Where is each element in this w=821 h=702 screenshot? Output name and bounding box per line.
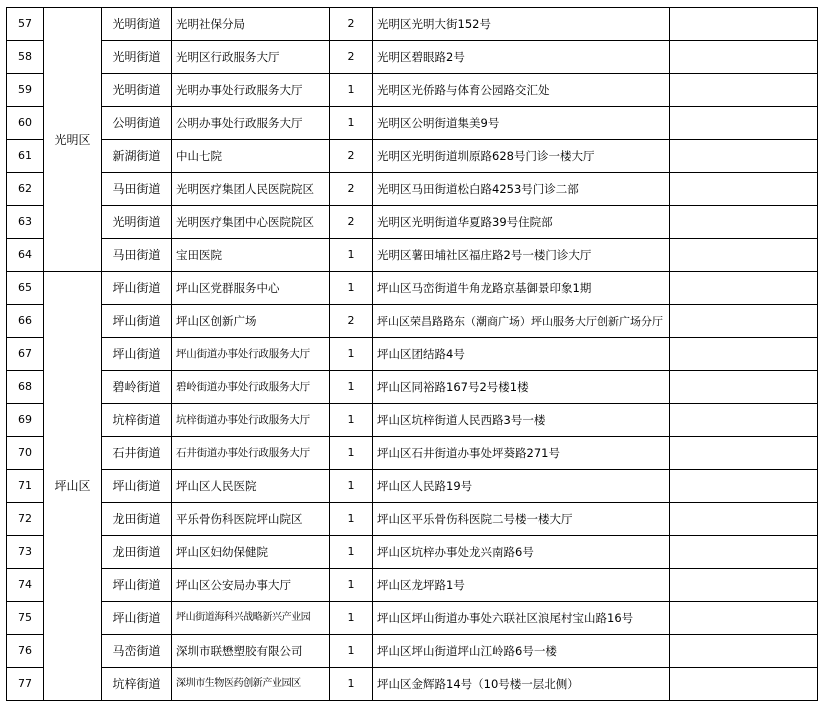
table-row <box>7 272 818 305</box>
street-cell: 坑梓街道 <box>102 668 172 701</box>
table-row <box>7 41 818 74</box>
count-cell: 2 <box>330 140 373 173</box>
empty-cell <box>670 635 818 668</box>
table-row <box>7 437 818 470</box>
row-number: 64 <box>7 239 44 272</box>
location-name-cell: 碧岭街道办事处行政服务大厅 <box>172 371 330 404</box>
table-row <box>7 74 818 107</box>
street-cell: 马田街道 <box>102 173 172 206</box>
street-cell: 新湖街道 <box>102 140 172 173</box>
table-row <box>7 569 818 602</box>
table-row <box>7 635 818 668</box>
row-number: 57 <box>7 8 44 41</box>
address-cell: 坪山区坪山街道坪山江岭路6号一楼 <box>373 635 670 668</box>
address-cell: 坪山区石井街道办事处坪葵路271号 <box>373 437 670 470</box>
location-name-cell: 坪山区党群服务中心 <box>172 272 330 305</box>
empty-cell <box>670 668 818 701</box>
address-cell: 坪山区马峦街道牛角龙路京基御景印象1期 <box>373 272 670 305</box>
address-cell: 坪山区金辉路14号（10号楼一层北侧） <box>373 668 670 701</box>
address-cell: 光明区光明街道华夏路39号住院部 <box>373 206 670 239</box>
empty-cell <box>670 338 818 371</box>
count-cell: 1 <box>330 437 373 470</box>
address-cell: 光明区碧眼路2号 <box>373 41 670 74</box>
address-cell: 坪山区团结路4号 <box>373 338 670 371</box>
empty-cell <box>670 140 818 173</box>
street-cell: 光明街道 <box>102 74 172 107</box>
street-cell: 坪山街道 <box>102 305 172 338</box>
table-row <box>7 173 818 206</box>
table-row <box>7 371 818 404</box>
location-name-cell: 光明区行政服务大厅 <box>172 41 330 74</box>
count-cell: 1 <box>330 536 373 569</box>
street-cell: 坑梓街道 <box>102 404 172 437</box>
service-hall-table <box>6 7 818 701</box>
row-number: 71 <box>7 470 44 503</box>
empty-cell <box>670 41 818 74</box>
count-cell: 1 <box>330 338 373 371</box>
table-row <box>7 8 818 41</box>
count-cell: 1 <box>330 371 373 404</box>
address-cell: 坪山区同裕路167号2号楼1楼 <box>373 371 670 404</box>
row-number: 60 <box>7 107 44 140</box>
location-name-cell: 光明办事处行政服务大厅 <box>172 74 330 107</box>
location-name-cell: 坪山区妇幼保健院 <box>172 536 330 569</box>
empty-cell <box>670 305 818 338</box>
count-cell: 2 <box>330 305 373 338</box>
row-number: 74 <box>7 569 44 602</box>
street-cell: 石井街道 <box>102 437 172 470</box>
empty-cell <box>670 536 818 569</box>
street-cell: 光明街道 <box>102 8 172 41</box>
row-number: 65 <box>7 272 44 305</box>
count-cell: 1 <box>330 272 373 305</box>
row-number: 61 <box>7 140 44 173</box>
row-number: 76 <box>7 635 44 668</box>
row-number: 69 <box>7 404 44 437</box>
row-number: 63 <box>7 206 44 239</box>
row-number: 62 <box>7 173 44 206</box>
location-name-cell: 坑梓街道办事处行政服务大厅 <box>172 404 330 437</box>
street-cell: 坪山街道 <box>102 272 172 305</box>
count-cell: 1 <box>330 239 373 272</box>
empty-cell <box>670 272 818 305</box>
table-row <box>7 206 818 239</box>
street-cell: 马田街道 <box>102 239 172 272</box>
empty-cell <box>670 74 818 107</box>
location-name-cell: 宝田医院 <box>172 239 330 272</box>
table-row <box>7 404 818 437</box>
table-row <box>7 536 818 569</box>
location-name-cell: 平乐骨伤科医院坪山院区 <box>172 503 330 536</box>
count-cell: 1 <box>330 503 373 536</box>
street-cell: 坪山街道 <box>102 338 172 371</box>
empty-cell <box>670 569 818 602</box>
row-number: 67 <box>7 338 44 371</box>
count-cell: 2 <box>330 173 373 206</box>
count-cell: 1 <box>330 602 373 635</box>
address-cell: 坪山区坪山街道办事处六联社区浪尾村宝山路16号 <box>373 602 670 635</box>
table-row <box>7 602 818 635</box>
count-cell: 2 <box>330 41 373 74</box>
row-number: 77 <box>7 668 44 701</box>
count-cell: 1 <box>330 668 373 701</box>
empty-cell <box>670 206 818 239</box>
count-cell: 2 <box>330 206 373 239</box>
address-cell: 光明区光侨路与体育公园路交汇处 <box>373 74 670 107</box>
empty-cell <box>670 470 818 503</box>
count-cell: 1 <box>330 569 373 602</box>
location-name-cell: 坪山区人民医院 <box>172 470 330 503</box>
empty-cell <box>670 371 818 404</box>
row-number: 66 <box>7 305 44 338</box>
row-number: 73 <box>7 536 44 569</box>
location-name-cell: 深圳市生物医药创新产业园区 <box>172 668 330 701</box>
address-cell: 光明区光明街道圳原路628号门诊一楼大厅 <box>373 140 670 173</box>
row-number: 70 <box>7 437 44 470</box>
address-cell: 坪山区荣昌路路东（潮商广场）坪山服务大厅创新广场分厅 <box>373 305 670 338</box>
location-name-cell: 光明医疗集团中心医院院区 <box>172 206 330 239</box>
address-cell: 光明区光明大街152号 <box>373 8 670 41</box>
row-number: 59 <box>7 74 44 107</box>
row-number: 72 <box>7 503 44 536</box>
location-name-cell: 坪山街道办事处行政服务大厅 <box>172 338 330 371</box>
address-cell: 坪山区人民路19号 <box>373 470 670 503</box>
street-cell: 龙田街道 <box>102 536 172 569</box>
street-cell: 龙田街道 <box>102 503 172 536</box>
street-cell: 光明街道 <box>102 41 172 74</box>
empty-cell <box>670 239 818 272</box>
count-cell: 1 <box>330 470 373 503</box>
location-name-cell: 中山七院 <box>172 140 330 173</box>
address-cell: 坪山区坑梓街道人民西路3号一楼 <box>373 404 670 437</box>
district-cell: 光明区 <box>44 8 102 272</box>
district-cell: 坪山区 <box>44 272 102 701</box>
location-name-cell: 深圳市联懋塑胶有限公司 <box>172 635 330 668</box>
table-row <box>7 140 818 173</box>
address-cell: 坪山区龙坪路1号 <box>373 569 670 602</box>
empty-cell <box>670 173 818 206</box>
location-name-cell: 石井街道办事处行政服务大厅 <box>172 437 330 470</box>
street-cell: 马峦街道 <box>102 635 172 668</box>
street-cell: 公明街道 <box>102 107 172 140</box>
address-cell: 坪山区坑梓办事处龙兴南路6号 <box>373 536 670 569</box>
table-row <box>7 668 818 701</box>
empty-cell <box>670 404 818 437</box>
table-row <box>7 239 818 272</box>
row-number: 75 <box>7 602 44 635</box>
empty-cell <box>670 503 818 536</box>
address-cell: 光明区公明街道集美9号 <box>373 107 670 140</box>
table-row <box>7 338 818 371</box>
count-cell: 2 <box>330 8 373 41</box>
address-cell: 光明区薯田埔社区福庄路2号一楼门诊大厅 <box>373 239 670 272</box>
empty-cell <box>670 107 818 140</box>
street-cell: 坪山街道 <box>102 470 172 503</box>
row-number: 58 <box>7 41 44 74</box>
count-cell: 1 <box>330 107 373 140</box>
empty-cell <box>670 8 818 41</box>
table-row <box>7 503 818 536</box>
count-cell: 1 <box>330 635 373 668</box>
table-row <box>7 305 818 338</box>
location-name-cell: 坪山街道海科兴战略新兴产业园 <box>172 602 330 635</box>
location-name-cell: 公明办事处行政服务大厅 <box>172 107 330 140</box>
location-name-cell: 光明社保分局 <box>172 8 330 41</box>
count-cell: 1 <box>330 74 373 107</box>
address-cell: 光明区马田街道松白路4253号门诊二部 <box>373 173 670 206</box>
row-number: 68 <box>7 371 44 404</box>
location-name-cell: 坪山区创新广场 <box>172 305 330 338</box>
count-cell: 1 <box>330 404 373 437</box>
street-cell: 坪山街道 <box>102 602 172 635</box>
street-cell: 光明街道 <box>102 206 172 239</box>
table-row <box>7 470 818 503</box>
location-name-cell: 光明医疗集团人民医院院区 <box>172 173 330 206</box>
street-cell: 碧岭街道 <box>102 371 172 404</box>
empty-cell <box>670 602 818 635</box>
table-row <box>7 107 818 140</box>
empty-cell <box>670 437 818 470</box>
street-cell: 坪山街道 <box>102 569 172 602</box>
location-name-cell: 坪山区公安局办事大厅 <box>172 569 330 602</box>
address-cell: 坪山区平乐骨伤科医院二号楼一楼大厅 <box>373 503 670 536</box>
